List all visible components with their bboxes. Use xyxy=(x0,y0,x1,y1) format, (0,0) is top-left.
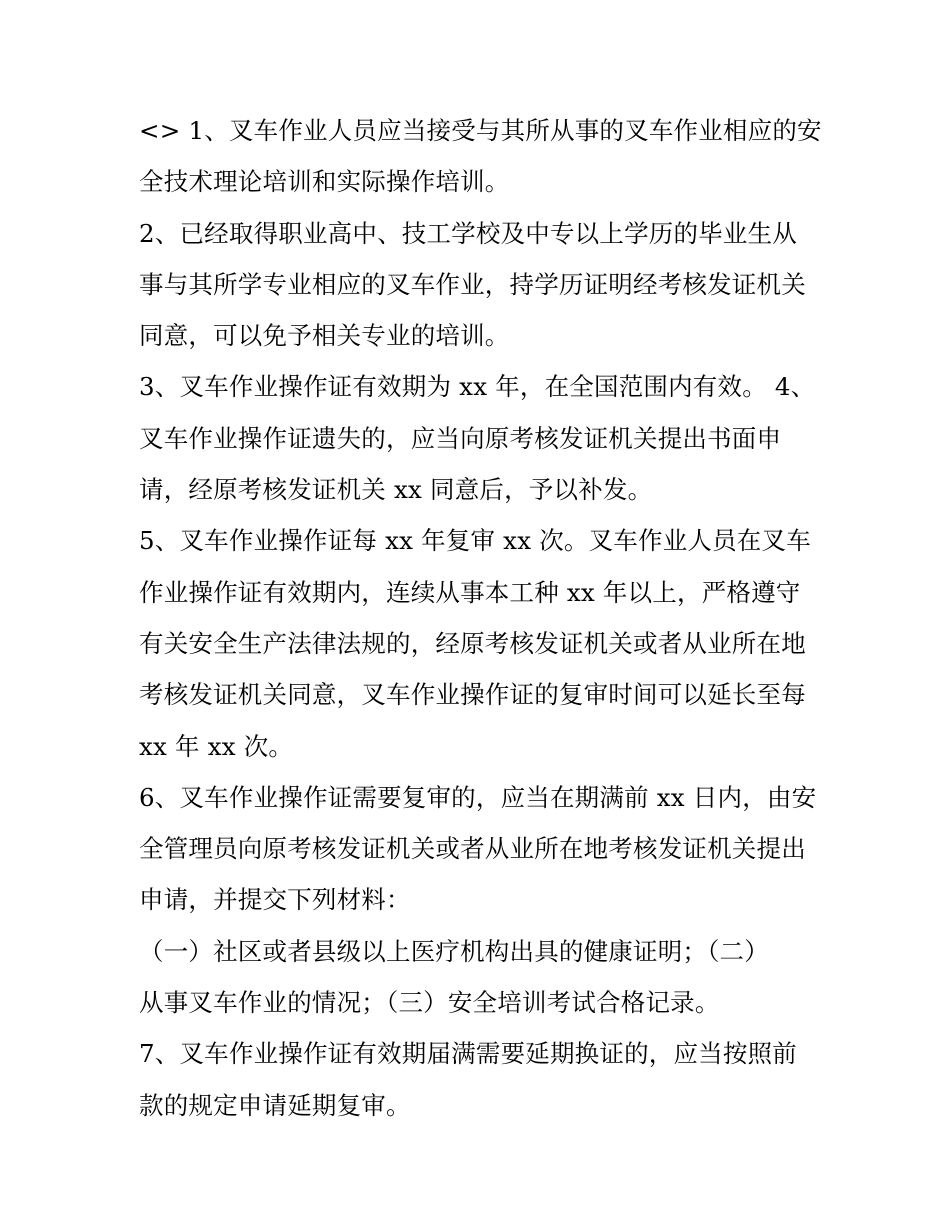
paragraph-line: 全技术理论培训和实际操作培训。 xyxy=(139,167,510,197)
paragraph-line: 从事叉车作业的情况；（三）安全培训考试合格记录。 xyxy=(139,988,720,1018)
paragraph-line: 请，经原考核发证机关 xx 同意后，予以补发。 xyxy=(139,475,653,505)
paragraph-line: 申请，并提交下列材料： xyxy=(139,885,411,915)
paragraph-line: 考核发证机关同意，叉车作业操作证的复审时间可以延长至每 xyxy=(139,680,806,710)
paragraph-line: 有关安全生产法律法规的，经原考核发证机关或者从业所在地 xyxy=(139,628,806,658)
paragraph-line: 事与其所学专业相应的叉车作业，持学历证明经考核发证机关 xyxy=(139,269,806,299)
paragraph-line: 6、叉车作业操作证需要复审的，应当在期满前 xx 日内，由安 xyxy=(139,782,817,812)
paragraph-line: 7、叉车作业操作证有效期届满需要延期换证的，应当按照前 xyxy=(139,1039,797,1069)
paragraph-3 xyxy=(139,361,819,515)
paragraph-5 xyxy=(139,772,819,926)
paragraph-line: 3、叉车作业操作证有效期为 xx 年，在全国范围内有效。 4、 xyxy=(139,372,816,402)
paragraph-line: 叉车作业操作证遗失的，应当向原考核发证机关提出书面申 xyxy=(139,423,782,453)
paragraph-line: 款的规定申请延期复审。 xyxy=(139,1090,411,1120)
paragraph-line: （一）社区或者县级以上医疗机构出具的健康证明；（二） xyxy=(139,936,769,966)
paragraph-line: xx 年 xx 次。 xyxy=(139,731,294,761)
paragraph-line: <> 1、叉车作业人员应当接受与其所从事的叉车作业相应的安 xyxy=(139,116,822,145)
paragraph-line: 同意，可以免予相关专业的培训。 xyxy=(139,321,510,351)
paragraph-2 xyxy=(139,208,819,362)
paragraph-line: 全管理员向原考核发证机关或者从业所在地考核发证机关提出 xyxy=(139,834,806,864)
paragraph-line: 5、叉车作业操作证每 xx 年复审 xx 次。叉车作业人员在叉车 xyxy=(139,526,811,556)
paragraph-7 xyxy=(139,1028,819,1131)
document-body xyxy=(139,105,822,1131)
paragraph-6 xyxy=(139,926,819,1029)
paragraph-line: 2、已经取得职业高中、技工学校及中专以上学历的毕业生从 xyxy=(139,218,797,248)
paragraph-4 xyxy=(139,515,819,771)
paragraph-1 xyxy=(139,105,822,208)
paragraph-line: 作业操作证有效期内，连续从事本工种 xx 年以上，严格遵守 xyxy=(139,577,801,607)
